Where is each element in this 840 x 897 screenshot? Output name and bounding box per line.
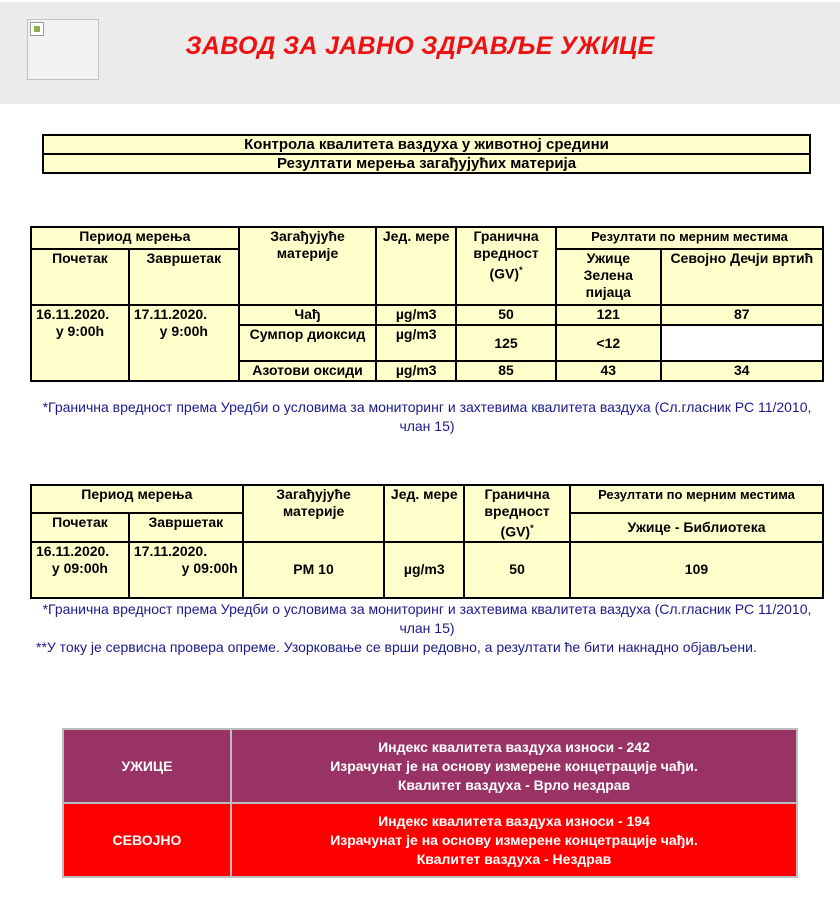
aqi-line: Индекс квалитета ваздуха износи - 242 (378, 738, 650, 755)
pollutant-limit: 85 (456, 361, 556, 381)
start-cell (31, 305, 129, 381)
pollutant-unit: µg/m3 (376, 325, 456, 361)
start-time: у 9:00h (55, 323, 105, 339)
pollutant-name: Сумпор диоксид (239, 325, 377, 361)
broken-image-icon (27, 19, 99, 80)
footnote-service: **У току је сервисна провера опреме. Узорковање се врши редовно, а резултати ће бити накнадно објављени. (36, 639, 757, 655)
aqi-text-sevojno (231, 803, 797, 877)
pollutant-name: PM 10 (243, 542, 385, 598)
pollutant-limit: 125 (456, 325, 556, 361)
measurement-table-1 (30, 226, 824, 382)
intro-line-1: Контрола квалитета ваздуха у животној средини (43, 135, 810, 154)
limit-header-text: Гранична вредност (GV) (473, 228, 539, 282)
aqi-line: Израчунат је на основу измерене концетрације чађи. (330, 831, 698, 848)
value-uzice: 43 (556, 361, 661, 381)
footnote-limit-2: *Гранична вредност према Уредби о условима за мониторинг и захтевима квалитета ваздуха (Сл.гласник РС 11/2010, члан 15) (42, 601, 812, 636)
pollutants-header: Загађујуће материје (243, 485, 385, 542)
pollutant-limit: 50 (464, 542, 570, 598)
results-header: Резултати по мерним местима (556, 227, 823, 249)
aqi-city-uzice: УЖИЦЕ (63, 729, 231, 803)
unit-header: Јед. мере (384, 485, 464, 542)
limit-header (456, 227, 556, 305)
page-title: ЗАВОД ЗА ЈАВНО ЗДРАВЉЕ УЖИЦЕ (185, 32, 655, 60)
intro-table (42, 134, 811, 174)
end-cell (129, 305, 239, 381)
pollutant-unit: µg/m3 (384, 542, 464, 598)
value-sevojno: 87 (661, 305, 823, 325)
pollutant-name: Чађ (239, 305, 377, 325)
aqi-line: Квалитет ваздуха - Нездрав (416, 850, 612, 867)
pollutant-name: Азотови оксиди (239, 361, 377, 381)
value-uzice: 121 (556, 305, 661, 325)
start-time: у 09:00h (51, 559, 108, 576)
pollutant-unit: µg/m3 (376, 305, 456, 325)
measurement-table-2 (30, 484, 824, 599)
end-time: у 9:00h (159, 323, 208, 339)
limit-header-text: Гранична вредност (GV) (484, 486, 550, 540)
site-header-uzice: Ужице Зелена пијаца (556, 249, 661, 305)
period-header: Период мерења (31, 227, 239, 249)
start-header: Почетак (31, 249, 129, 305)
site-header-biblioteka: Ужице - Библиотека (570, 513, 823, 541)
aqi-city-sevojno: СЕВОЈНО (63, 803, 231, 877)
end-date: 17.11.2020. (133, 542, 208, 559)
aqi-line: Индекс квалитета ваздуха износи - 194 (378, 812, 650, 829)
value-sevojno (661, 325, 823, 361)
limit-header (464, 485, 570, 542)
period-header: Период мерења (31, 485, 243, 513)
page-header (0, 2, 840, 104)
end-header: Завршетак (129, 249, 239, 305)
end-header: Завршетак (129, 513, 243, 541)
end-date: 17.11.2020. (133, 306, 208, 322)
start-date: 16.11.2020. (36, 542, 110, 559)
aqi-text-uzice (231, 729, 797, 803)
limit-footnote-mark: * (530, 523, 534, 533)
pollutants-header: Загађујуће материје (239, 227, 377, 305)
intro-line-2: Резултати мерења загађујућих материја (43, 154, 810, 173)
aqi-line: Квалитет ваздуха - Врло нездрав (397, 776, 631, 793)
limit-footnote-mark: * (519, 265, 523, 275)
site-header-sevojno: Севојно Дечји вртић (661, 249, 823, 305)
pollutant-limit: 50 (456, 305, 556, 325)
pollutant-unit: µg/m3 (376, 361, 456, 381)
start-date: 16.11.2020. (36, 306, 110, 322)
value-sevojno: 34 (661, 361, 823, 381)
end-cell (129, 542, 243, 598)
end-time: у 09:00h (181, 559, 238, 576)
value-uzice: <12 (556, 325, 661, 361)
value-biblioteka: 109 (570, 542, 823, 598)
start-cell (31, 542, 129, 598)
unit-header: Јед. мере (376, 227, 456, 305)
start-header: Почетак (31, 513, 129, 541)
aqi-line: Израчунат је на основу измерене концетрације чађи. (330, 757, 698, 774)
results-header: Резултати по мерним местима (570, 485, 823, 513)
air-quality-index-table (62, 728, 798, 878)
footnote-limit: *Гранична вредност према Уредби о условима за мониторинг и захтевима квалитета ваздуха (Сл.гласник РС 11/2010, члан 15) (42, 399, 812, 434)
broken-image-glyph (30, 22, 44, 36)
